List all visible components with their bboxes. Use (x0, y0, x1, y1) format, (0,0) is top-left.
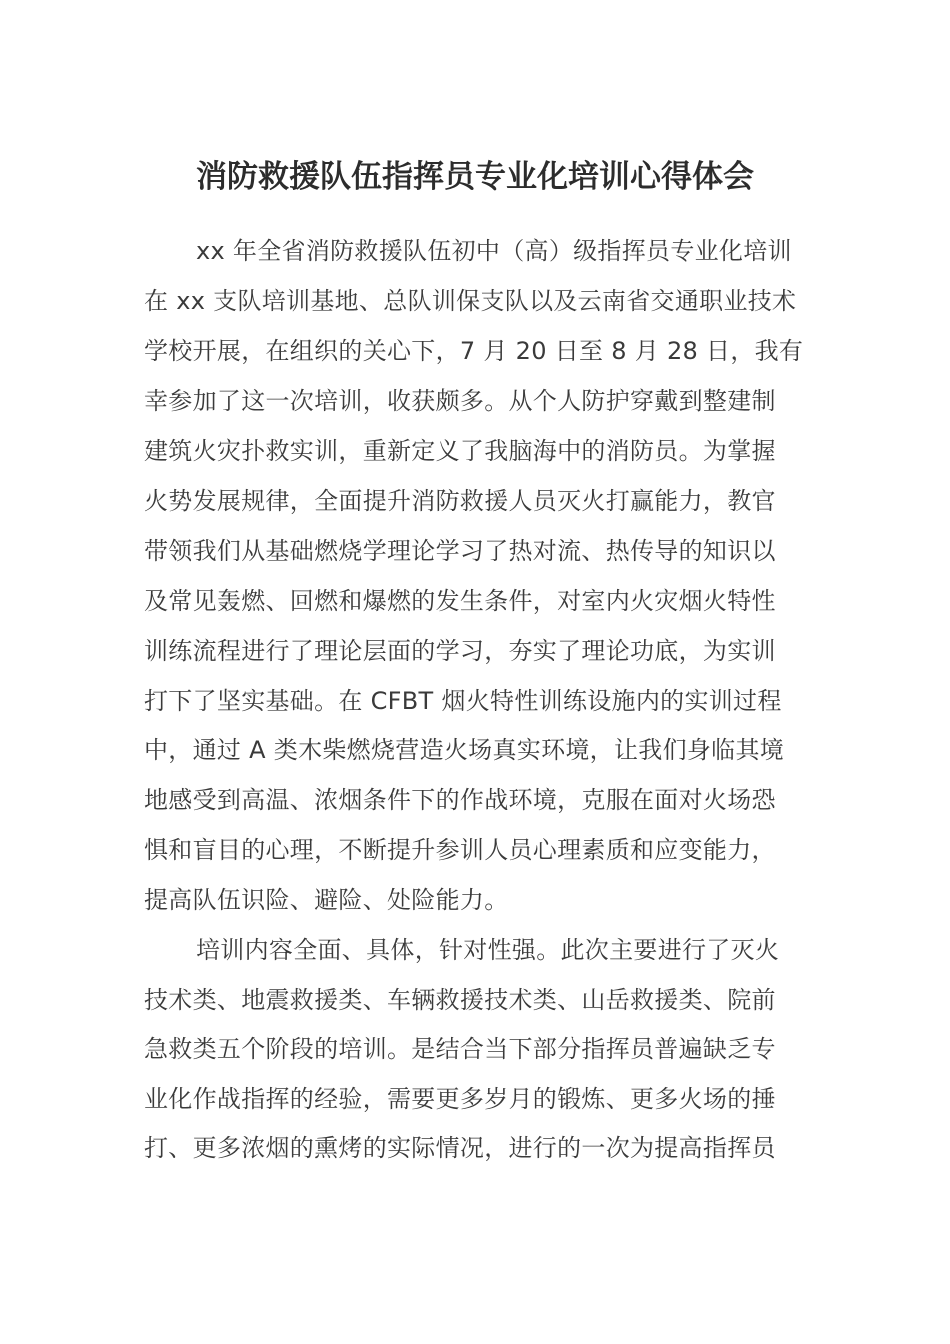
paragraph-line: 建筑火灾扑救实训，重新定义了我脑海中的消防员。为掌握 (144, 437, 776, 465)
paragraph-line: 及常见轰燃、回燃和爆燃的发生条件，对室内火灾烟火特性 (144, 587, 776, 615)
paragraph-line: 学校开展，在组织的关心下，7 月 20 日至 8 月 28 日，我有 (144, 337, 804, 365)
paragraph-line: 火势发展规律，全面提升消防救援人员灭火打赢能力，教官 (144, 487, 776, 515)
paragraph-line: 带领我们从基础燃烧学理论学习了热对流、热传导的知识以 (144, 537, 776, 565)
paragraph-line: xx 年全省消防救援队伍初中（高）级指挥员专业化培训 (196, 237, 792, 265)
paragraph-line: 训练流程进行了理论层面的学习，夯实了理论功底，为实训 (144, 637, 776, 665)
paragraph-line: 技术类、地震救援类、车辆救援技术类、山岳救援类、院前 (144, 986, 776, 1014)
paragraph-line: 中，通过 A 类木柴燃烧营造火场真实环境，让我们身临其境 (144, 736, 785, 764)
paragraph-line: 地感受到高温、浓烟条件下的作战环境，克服在面对火场恐 (144, 786, 776, 814)
paragraph-line: 打下了坚实基础。在 CFBT 烟火特性训练设施内的实训过程 (144, 687, 782, 715)
paragraph-line: 惧和盲目的心理，不断提升参训人员心理素质和应变能力， (144, 836, 776, 864)
paragraph-line: 幸参加了这一次培训，收获颇多。从个人防护穿戴到整建制 (144, 387, 776, 415)
document-title: 消防救援队伍指挥员专业化培训心得体会 (196, 159, 754, 195)
paragraph-line: 急救类五个阶段的培训。是结合当下部分指挥员普遍缺乏专 (144, 1035, 776, 1063)
paragraph-line: 业化作战指挥的经验，需要更多岁月的锻炼、更多火场的捶 (144, 1085, 776, 1113)
paragraph-line: 提高队伍识险、避险、处险能力。 (144, 886, 509, 914)
paragraph-line: 在 xx 支队培训基地、总队训保支队以及云南省交通职业技术 (144, 287, 797, 315)
paragraph-line: 培训内容全面、具体，针对性强。此次主要进行了灭火 (196, 936, 780, 964)
paragraph-line: 打、更多浓烟的熏烤的实际情况，进行的一次为提高指挥员 (144, 1134, 776, 1162)
